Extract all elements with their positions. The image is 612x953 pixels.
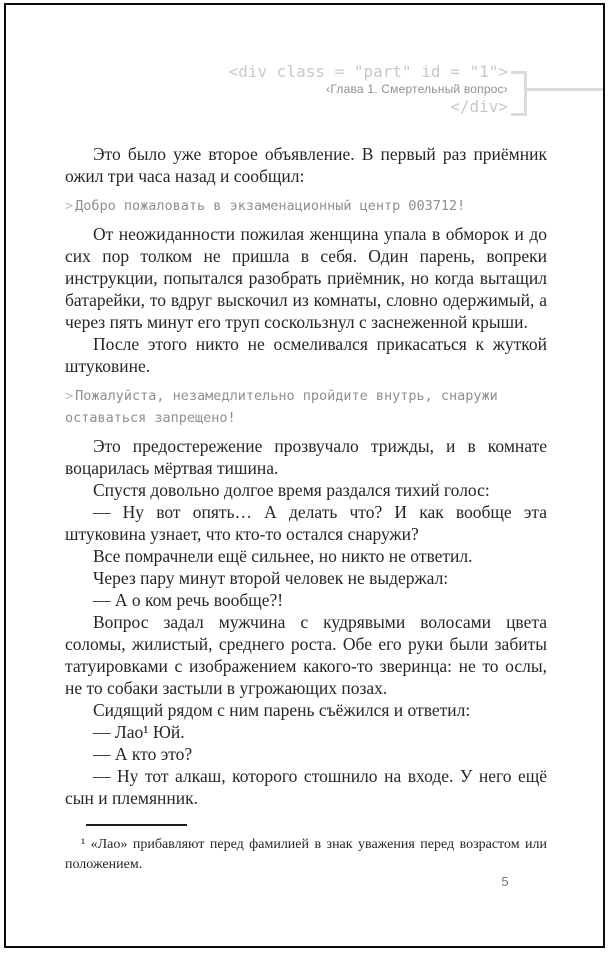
paragraph: Это предостережение прозвучало трижды, и в комнате воцарилась мёртвая тишина. (65, 436, 547, 478)
code-open-tag: <div class = "part" id = "1"> (228, 62, 508, 81)
paragraph: Все помрачнели ещё сильнее, но никто не ответил. (93, 546, 473, 566)
footnote (65, 835, 547, 875)
paragraph: Это было уже второе объявление. В первый раз приёмник ожил три часа назад и сообщил: (65, 144, 547, 186)
paragraph: Через пару минут второй человек не выдержал: (93, 568, 449, 588)
page-number: 5 (501, 874, 509, 889)
dialogue-paragraph: — Ну вот опять… А делать что? И как вообще эта штуковина узнает, что кто-то остался снаружи? (65, 502, 547, 544)
bracket-rule-to-edge (527, 88, 603, 91)
paragraph: Сидящий рядом с ним парень съёжился и ответил: (93, 700, 471, 720)
footnote-separator (86, 824, 187, 826)
bracket-vertical (524, 71, 527, 116)
footnote-marker: ¹ (81, 837, 86, 852)
bracket-bottom-arm (511, 113, 527, 116)
chapter-header (66, 62, 508, 116)
chapter-title: ‹Глава 1. Смертельный вопрос› (326, 82, 508, 96)
system-message (65, 385, 547, 429)
dialogue-paragraph: — А о ком речь вообще?! (93, 590, 284, 610)
paragraph: От неожиданности пожилая женщина упала в обморок и до сих пор толком не пришла в себя. Один парень, вопреки инструкции, попытался разобрать приёмник, но когда вытащил батарейки, то вдруг выскочил из комнаты, словно одержимый, а через пять минут его труп соскользнул с заснеженной крыши. (65, 224, 547, 332)
paragraph: Спустя довольно долгое время раздался тихий голос: (93, 480, 490, 500)
page-body (65, 143, 547, 875)
paragraph: Вопрос задал мужчина с кудрявыми волосами цвета соломы, жилистый, среднего роста. Обе его руки были забиты татуировками с изображением какого-то зверинца: не то ослы, не то собаки застыли в угрожающих позах. (65, 612, 547, 698)
dialogue-paragraph: — Лао¹ Юй. (93, 722, 185, 742)
system-message (65, 195, 547, 217)
system-message-text: Пожалуйста, незамедлительно пройдите внутрь, снаружи оставаться запрещено! (65, 388, 498, 426)
code-close-tag: </div> (450, 97, 508, 116)
chevron-prompt-icon: > (65, 388, 74, 404)
footnote-text: «Лао» прибавляют перед фамилией в знак уважения перед возрастом или положением. (65, 837, 548, 872)
dialogue-paragraph: — А кто это? (93, 744, 193, 764)
paragraph: После этого никто не осмеливался прикасаться к жуткой штуковине. (65, 334, 547, 376)
system-message-text: Добро пожаловать в экзаменационный центр 003712! (75, 198, 466, 214)
chevron-prompt-icon: > (65, 198, 74, 214)
dialogue-paragraph: — Ну тот алкаш, которого стошнило на входе. У него ещё сын и племянник. (65, 766, 547, 808)
